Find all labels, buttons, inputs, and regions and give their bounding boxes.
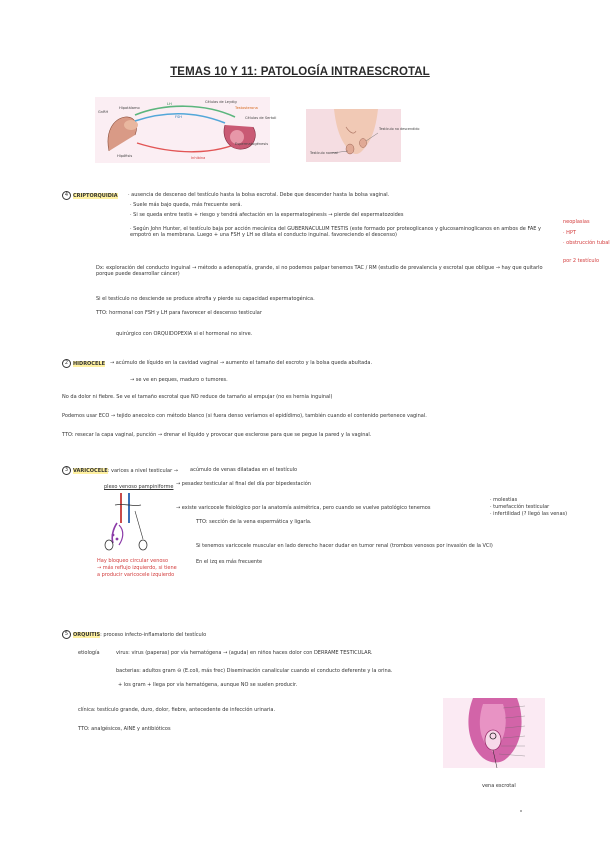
s3-line-2: → pesadez testicular al final del día por bipedestación: [176, 481, 311, 487]
s4-line-4: clínica: testículo grande, duro, dolor, fiebre, antecedente de infección urinaria.: [78, 707, 276, 713]
number-5-circle: 5: [62, 630, 71, 639]
fig1-label-hipofisis: Hipófisis: [117, 154, 133, 158]
section3-heading: [62, 466, 178, 475]
section1-title: CRIPTORQUIDIA: [73, 193, 118, 199]
s3-brace-note-2: · tumefacción testicular: [490, 504, 550, 510]
s1-margin-note-1: neoplasias: [563, 219, 590, 225]
fig1-label-leydig: Células de Leydig: [205, 100, 237, 104]
section3-intro: : varices a nivel testicular →: [107, 468, 178, 474]
s1-line-4: · Según John Hunter, el testículo baja por acción mecánica del GUBERNACULUM TESTIS (este formado por proteoglicanos y glucosaminoglicanos en ambos de FAE y empotró en la membrana. Luego + una FSH y LH se dilata el conducto inguinal. favoreciendo el descenso): [130, 226, 541, 238]
fig1-label-fsh: FSH: [175, 115, 182, 119]
section2-title: HIDROCELE: [73, 361, 105, 367]
s1-margin-note-2: · HPT: [563, 230, 577, 236]
s2-line-5: TTO: resecar la capa vaginal, punción → drenar el líquido y provocar que esclerose para que se pegue la pared y la vaginal.: [62, 432, 372, 438]
fig1-label-lh: LH: [167, 102, 172, 106]
s3-line-5: Si tenemos varicocele muscular en lado derecho hacer dudar en tumor renal (trombos venosos por invasión de la VCI): [196, 543, 493, 549]
s3-diagram-note-2: → más reflujo izquierdo, si tiene: [97, 565, 177, 571]
fig1-label-hipotalamo: Hipotálamo: [119, 106, 140, 110]
s1-margin-note-4: por 2 testículo: [563, 258, 600, 264]
varicocele-diagram: [95, 493, 165, 553]
section4-title: ORQUITIS: [73, 632, 101, 638]
s1-line-3: · Si se queda entre testis + riesgo y tendrá afectación en la espermatogénesis → pierde del espermatozoides: [130, 212, 404, 218]
section4-heading: [62, 630, 206, 639]
s4-etiology-label: etiología: [78, 650, 100, 656]
fig1-label-gnrh: GnRH: [98, 110, 109, 114]
fig1-label-sertoli: Células de Sertoli: [245, 116, 277, 120]
fig2-label-normal: Testículo normal: [310, 151, 338, 155]
section1-heading: [62, 191, 118, 200]
s3-brace-note-1: · molestias: [490, 497, 518, 503]
s1-line-6: Si el testículo no desciende se produce atrofia y pierde su capacidad espermatogénica.: [96, 296, 315, 302]
s1-line-8: quirúrgico con ORQUIDOPEXIA si el hormonal no sirve.: [116, 331, 253, 337]
undescended-testis-figure: [306, 109, 420, 162]
fig2-label-undescended: Testículo no descendido: [379, 127, 420, 131]
scrotal-anatomy-figure: [443, 698, 545, 768]
s1-line-2: · Suele más bajo queda, más frecuente será.: [130, 202, 242, 208]
s2-line-1: → acúmulo de líquido en la cavidad vaginal → aumento el tamaño del escroto y la bolsa queda abultada.: [110, 360, 373, 366]
s1-line-5: Dx: exploración del conducto inguinal → método a adenopatía, grande, si no podemos palpar tenemos TAC / RM (estudio de prevalencia y escrotal que obligue → hay que quitarlo porque puede desarrollar cáncer): [96, 265, 543, 277]
fig1-label-espermatogenesis: Espermatogénesis: [235, 142, 269, 146]
s3-line-4: TTO: sección de la vena espermática y ligarla.: [196, 519, 312, 525]
s3-line-3-text: existe varicocele fisiológico por la anatomía asimétrica, pero cuando se vuelve patológico tenemos: [181, 505, 431, 511]
s2-line-4: Podemos usar ECO → tejido anecoico con método blanco (si fuera denso veríamos el epidídimo), también cuando el contenido pertenece vaginal.: [62, 413, 427, 419]
section4-intro: : proceso infecto-inflamatorio del testículo: [100, 632, 207, 638]
s4-line-2: bacterias: adultos gram ⊖ (E.coli, más frec) Diseminación canalicular cuando el conducto deferente y la orina.: [116, 668, 393, 674]
s3-diagram-note-3: a producir varicocele izquierdo: [97, 572, 175, 578]
page-title: TEMAS 10 Y 11: PATOLOGÍA INTRAESCROTAL: [170, 66, 430, 78]
section3-title: VARICOCELE: [73, 468, 108, 474]
s3-diagram-label: plexo venoso pampiniforme: [104, 484, 174, 490]
s3-brace-note-3: · infertilidad (? llegó las venas): [490, 511, 568, 517]
page-dot: [520, 810, 522, 812]
s1-line-1: · ausencia de descenso del testículo hasta la bolsa escrotal. Debe que descender hasta la bolsa vaginal.: [128, 192, 390, 198]
fig1-label-testosterona: Testosterona: [235, 106, 258, 110]
s3-line-3: → existe varicocele fisiológico por la anatomía asimétrica, pero cuando se vuelve patológico tenemos: [176, 505, 431, 511]
section2-heading: [62, 359, 105, 368]
number-2-circle: 2: [62, 359, 71, 368]
s4-line-5: TTO: analgésicos, AINE y antibióticos: [78, 726, 171, 732]
s3-line-2-text: pesadez testicular al final del día por bipedestación: [181, 481, 311, 487]
fig1-label-inhibina: Inhibina: [191, 156, 206, 160]
s4-line-3: + los gram + llega por vía hematógena, aunque NO se suelen producir.: [118, 682, 298, 688]
s3-line-6: En el izq es más frecuente: [196, 559, 263, 565]
s2-line-2: → se ve en peques, maduro o tumores.: [130, 377, 228, 383]
s1-tto-hormonal: TTO: hormonal con FSH y LH para favorecer el descenso testicular: [96, 310, 262, 316]
s4-figure-label: vena escrotal: [482, 783, 516, 789]
s1-line-7: [96, 310, 262, 316]
s1-margin-note-3: · obstrucción tubal: [563, 240, 610, 246]
number-3-circle: 3: [62, 466, 71, 475]
hormonal-axis-figure: [95, 97, 277, 163]
number-4-circle: 4: [62, 191, 71, 200]
s2-line-3: No da dolor ni fiebre. Se ve el tamaño escrotal que NO reduce de tamaño al empujar (no es hernia inguinal): [62, 394, 333, 400]
s4-line-1: virus: virus (paperas) por vía hematógena → (aguda) en niños haces dolor con DERRAME TESTICULAR.: [116, 650, 373, 656]
s3-line-1: acúmulo de venas dilatadas en el testículo: [190, 467, 298, 473]
s3-diagram-note-1: Hay bloqueo circular venoso: [97, 558, 169, 564]
